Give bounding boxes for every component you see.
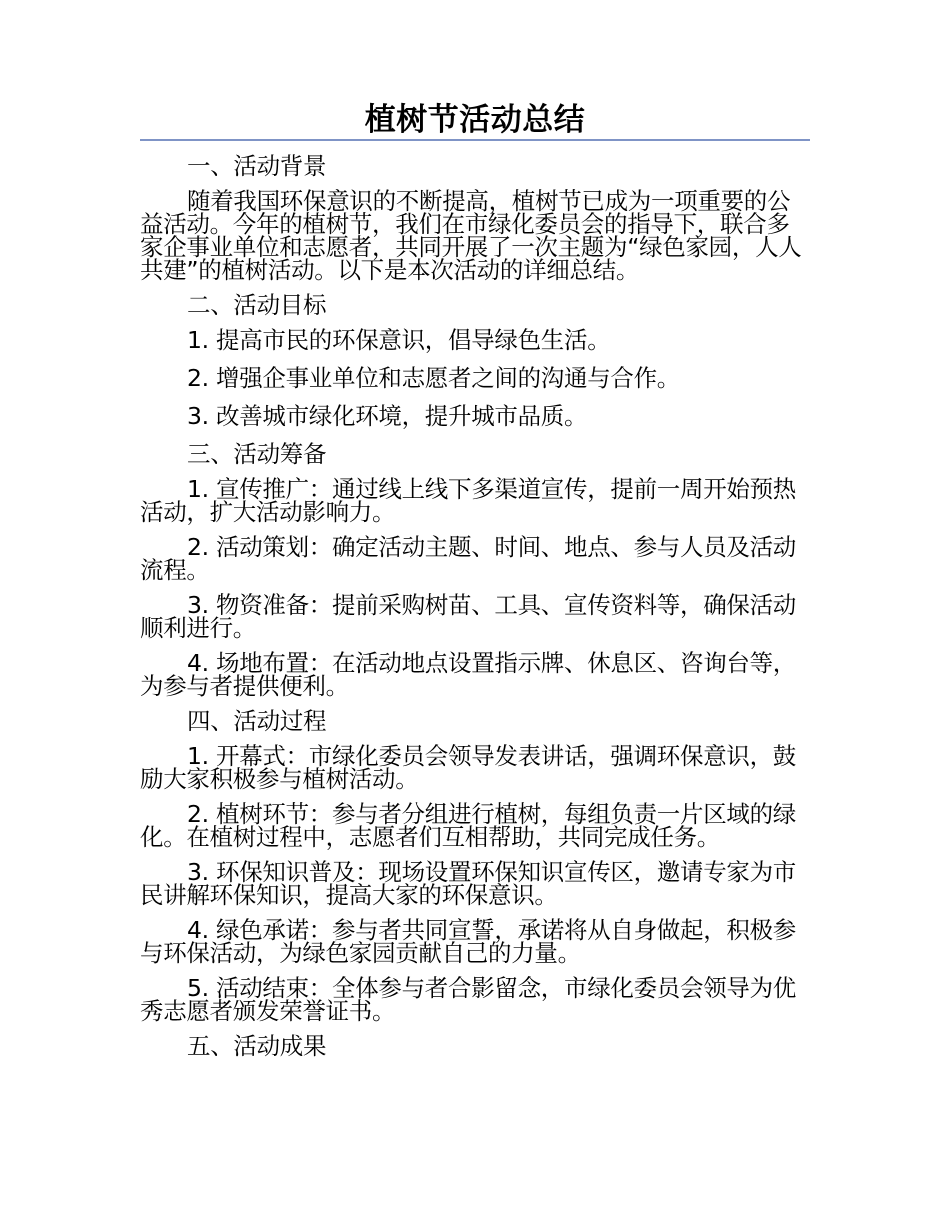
goal-item-2: 2. 增强企事业单位和志愿者之间的沟通与合作。: [187, 364, 680, 392]
preparation-item-3: 3. 物资准备：提前采购树苗、工具、宣传资料等，确保活动顺利进行。: [140, 591, 796, 642]
process-item-3: 3. 环保知识普及：现场设置环保知识宣传区，邀请专家为市民讲解环保知识，提高大家的环保意识。: [140, 858, 796, 909]
section-heading-preparation: 三、活动筹备: [187, 440, 327, 468]
process-item-5: 5. 活动结束：全体参与者合影留念，市绿化委员会领导为优秀志愿者颁发荣誉证书。: [140, 974, 796, 1025]
document-page: [140, 100, 810, 1070]
process-item-4: 4. 绿色承诺：参与者共同宣誓，承诺将从自身做起，积极参与环保活动，为绿色家园贡献自己的力量。: [140, 916, 796, 967]
goal-item-1: 1. 提高市民的环保意识，倡导绿色生活。: [187, 326, 611, 354]
background-paragraph: 随着我国环保意识的不断提高，植树节已成为一项重要的公益活动。今年的植树节，我们在市绿化委员会的指导下，联合多家企事业单位和志愿者，共同开展了一次主题为“绿色家园，人人共建”的植树活动。以下是本次活动的详细总结。: [140, 187, 802, 284]
process-item-1: 1. 开幕式：市绿化委员会领导发表讲话，强调环保意识，鼓励大家积极参与植树活动。: [140, 742, 796, 793]
preparation-item-2: 2. 活动策划：确定活动主题、时间、地点、参与人员及活动流程。: [140, 533, 796, 584]
section-heading-goals: 二、活动目标: [187, 291, 327, 319]
goal-item-3: 3. 改善城市绿化环境，提升城市品质。: [187, 402, 588, 430]
section-heading-process: 四、活动过程: [187, 707, 327, 735]
process-item-2: 2. 植树环节：参与者分组进行植树，每组负责一片区域的绿化。在植树过程中，志愿者们互相帮助，共同完成任务。: [140, 800, 796, 851]
section-heading-results: 五、活动成果: [187, 1032, 327, 1060]
preparation-item-1: 1. 宣传推广：通过线上线下多渠道宣传，提前一周开始预热活动，扩大活动影响力。: [140, 475, 796, 526]
preparation-item-4: 4. 场地布置：在活动地点设置指示牌、休息区、咨询台等，为参与者提供便利。: [140, 649, 796, 700]
section-heading-background: 一、活动背景: [187, 152, 327, 180]
document-title: 植树节活动总结: [364, 102, 586, 138]
